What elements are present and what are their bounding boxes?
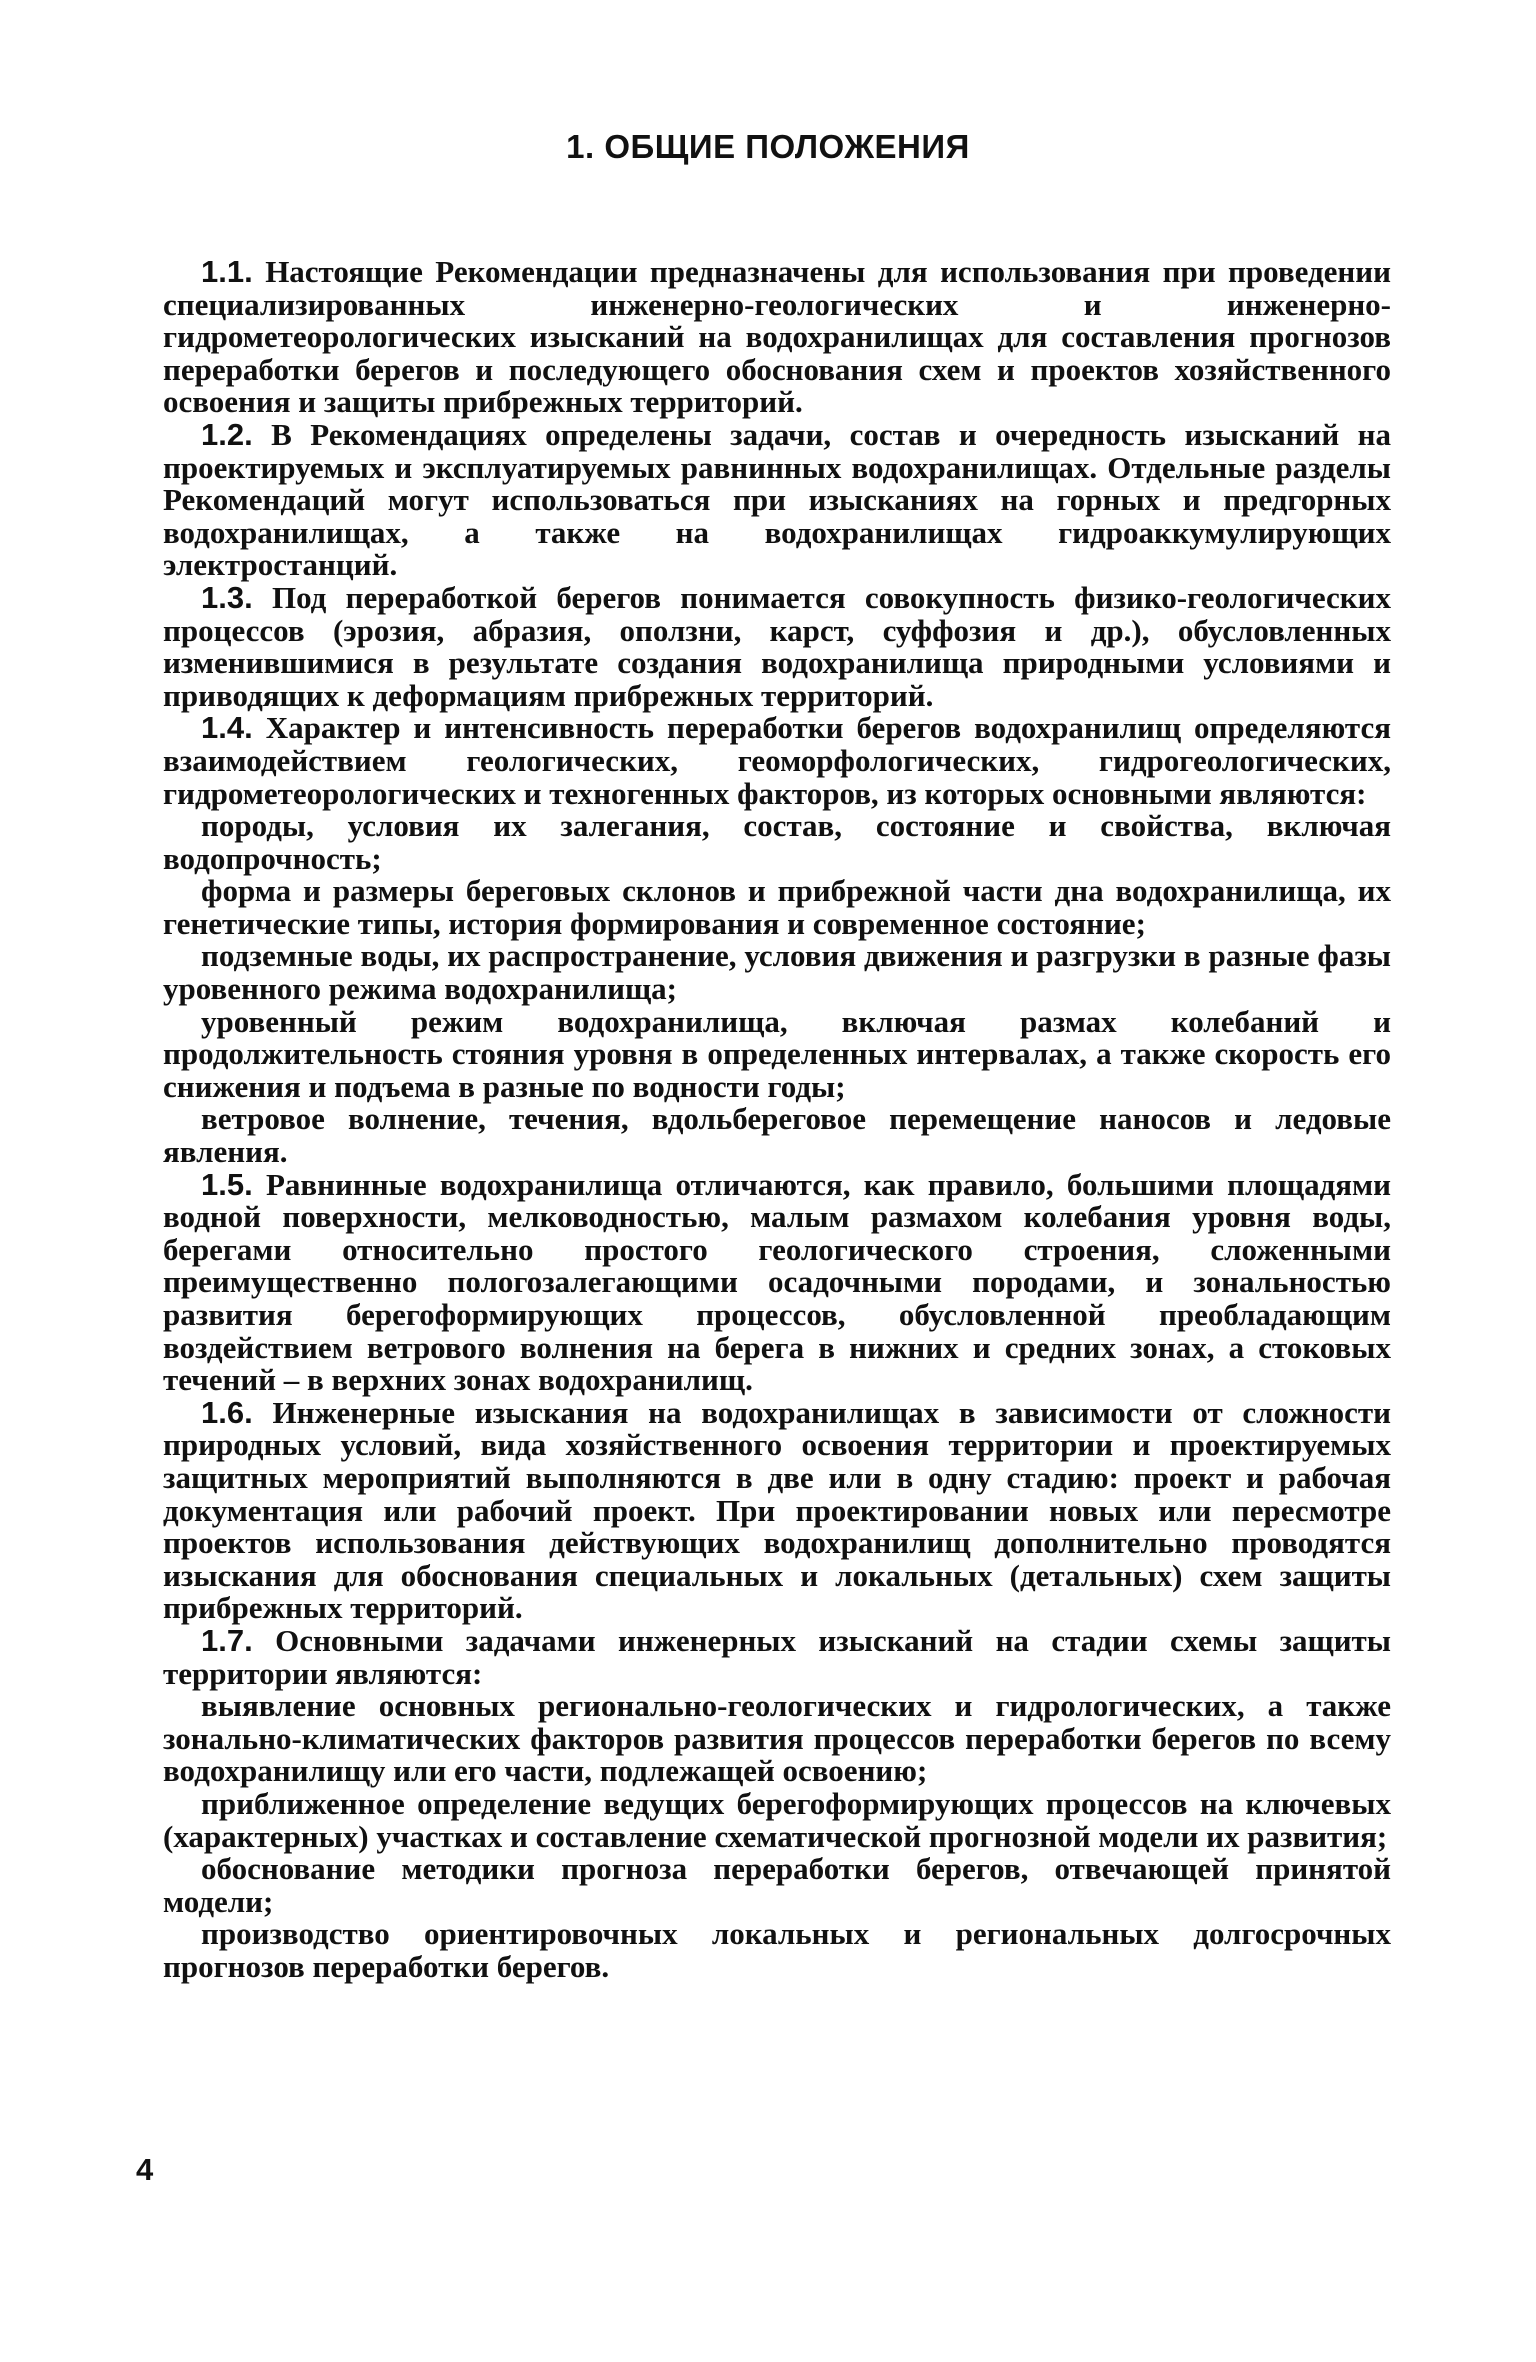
paragraph-1-5 — [163, 1166, 1392, 1398]
list-item — [163, 1918, 1391, 1983]
paragraph-number: 1.3. — [201, 579, 253, 615]
paragraph-1-4 — [163, 712, 1391, 810]
paragraph-text: Основными задачами инженерных изысканий на стадии схемы защиты территории являются: — [163, 1622, 1391, 1691]
list-item-text: производство ориентировочных локальных и региональных долгосрочных прогнозов переработки берегов. — [163, 1916, 1391, 1984]
paragraph-text: Равнинные водохранилища отличаются, как правило, большими площадями водной поверхности, мелководностью, малым размахом колебания уровня воды, берегами относительно простого геологического строения, сложенными преимущественно пологозалегающими осадочными породами, и зональностью развития берегоформирующих процессов, обусловленной преобладающим воздействием ветрового волнения на берега в нижних и средних зонах, а стоковых течений – в верхних зонах водохранилищ. — [163, 1166, 1392, 1398]
list-item-text: приближенное определение ведущих берегоформирующих процессов на ключевых (характерных) участках и составление схематической прогнозной модели их развития; — [163, 1785, 1391, 1854]
paragraph-1-7 — [163, 1622, 1391, 1691]
paragraph-1-2 — [163, 416, 1392, 583]
paragraph-text: Настоящие Рекомендации предназначены для использования при проведении специализированных инженерно-геологических и инженерно-гидрометеорологических изысканий на водохранилищах для составления прогнозов переработки берегов и последующего обоснования схем и проектов хозяйственного освоения и защиты прибрежных территорий. — [163, 254, 1391, 420]
paragraph-text: Под переработкой берегов понимается совокупность физико-геологических процессов (эрозия, абразия, оползни, карст, суффозия и др.), обусловленных изменившимися в результате создания водохранилища природными условиями и приводящих к деформациям прибрежных территорий. — [163, 579, 1391, 713]
list-item — [163, 1853, 1391, 1918]
section-title: 1. ОБЩИЕ ПОЛОЖЕНИЯ — [566, 128, 970, 165]
list-item-text: уровенный режим водохранилища, включая размах колебаний и продолжительность стояния уровня в определенных интервалах, а также скорость его снижения и подъема в разные по водности годы; — [163, 1003, 1391, 1104]
paragraph-text: Характер и интенсивность переработки берегов водохранилищ определяются взаимодействием геологических, геоморфологических, гидрогеологических, гидрометеорологических и техногенных факторов, из которых основными являются: — [163, 710, 1391, 811]
list-item — [163, 875, 1391, 940]
list-item — [163, 1003, 1391, 1104]
list-item-text: породы, условия их залегания, состав, состояние и свойства, включая водопрочность; — [163, 808, 1391, 876]
paragraph-1-6 — [163, 1394, 1391, 1626]
list-item-text: выявление основных регионально-геологических и гидрологических, а также зонально-климатических факторов развития процессов переработки берегов по всему водохранилищу или его части, подлежащей освоению; — [163, 1688, 1391, 1789]
paragraph-number: 1.2. — [201, 416, 253, 452]
paragraph-number: 1.1. — [201, 254, 253, 289]
list-item-text: обоснование методики прогноза переработки берегов, отвечающей принятой модели; — [163, 1851, 1391, 1919]
page-number: 4 — [136, 2152, 154, 2187]
list-item-text: ветровое волнение, течения, вдольбереговое перемещение наносов и ледовые явления. — [163, 1101, 1391, 1170]
paragraph-text: Инженерные изыскания на водохранилищах в зависимости от сложности природных условий, вида хозяйственного освоения территории и проектируемых защитных мероприятий выполняются в две или в одну стадию: проект и рабочая документация или рабочий проект. При проектировании новых или пересмотре проектов использования действующих водохранилищ дополнительно проводятся изыскания для обоснования специальных и локальных (детальных) схем защиты прибрежных территорий. — [163, 1394, 1391, 1626]
list-item-text: подземные воды, их распространение, условия движения и разгрузки в разные фазы уровенного режима водохранилища; — [163, 938, 1391, 1007]
list-item-text: форма и размеры береговых склонов и прибрежной части дна водохранилища, их генетические типы, история формирования и современное состояние; — [163, 873, 1391, 941]
paragraph-number: 1.4. — [201, 710, 253, 746]
paragraph-number: 1.7. — [201, 1622, 253, 1658]
list-item — [163, 1690, 1391, 1788]
paragraph-text: В Рекомендациях определены задачи, состав и очередность изысканий на проектируемых и эксплуатируемых равнинных водохранилищах. Отдельные разделы Рекомендаций могут использоваться при изысканиях на горных и предгорных водохранилищах, а также на водохранилищах гидроаккумулирующих электростанций. — [163, 416, 1392, 583]
list-item — [163, 940, 1391, 1005]
paragraph-1-1 — [163, 256, 1391, 419]
paragraph-number: 1.5. — [201, 1166, 253, 1202]
paragraph-1-3 — [163, 579, 1391, 713]
paragraph-number: 1.6. — [201, 1394, 253, 1430]
list-item — [163, 1103, 1391, 1168]
list-item — [163, 1785, 1391, 1854]
body-text — [163, 256, 1391, 1983]
list-item — [163, 810, 1391, 875]
